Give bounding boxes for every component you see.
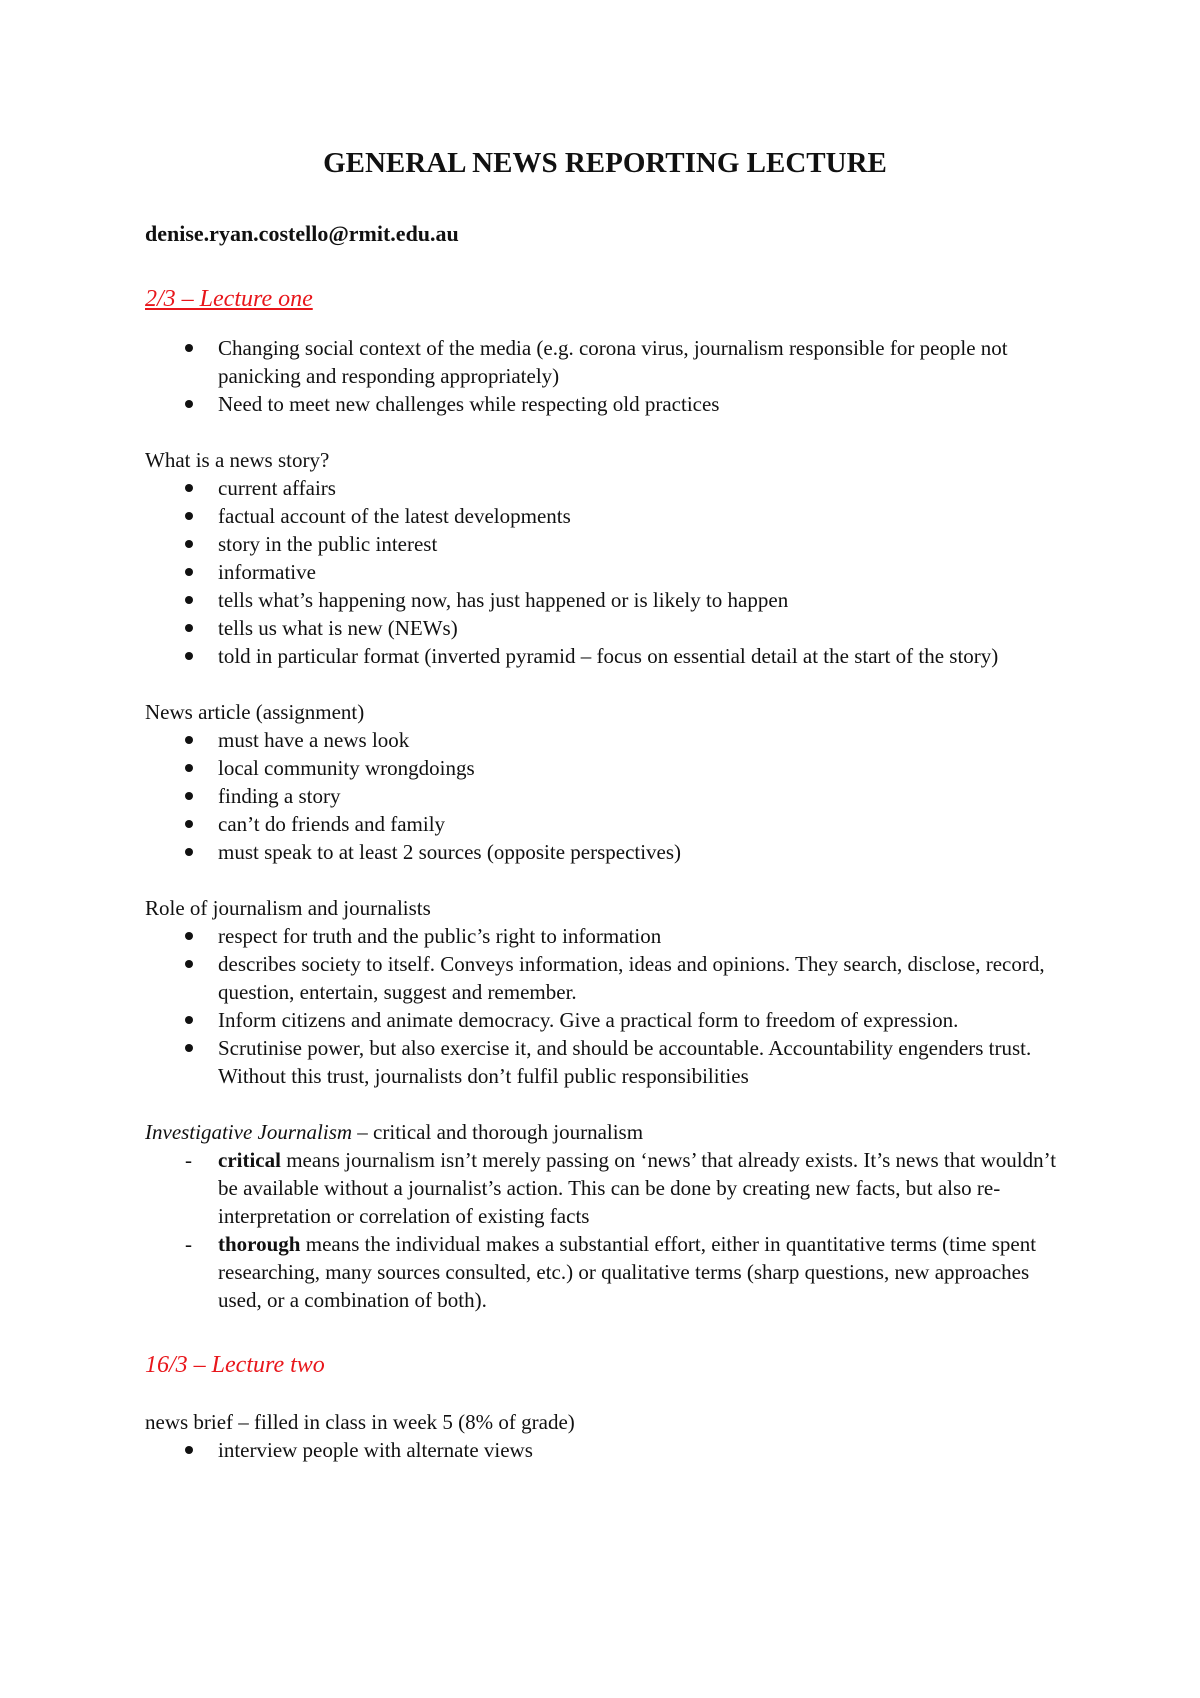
list-item: tells us what is new (NEWs) [145,614,1065,642]
list-item: Need to meet new challenges while respecting old practices [145,390,1065,418]
list-item: describes society to itself. Conveys information, ideas and opinions. They search, disclose, record, question, entertain, suggest and remember. [145,950,1065,1006]
investigative-list [145,1146,1065,1314]
bullet-icon [185,484,193,492]
investigative-label-rest: – critical and thorough journalism [352,1120,644,1144]
list-item: informative [145,558,1065,586]
list-item: told in particular format (inverted pyramid – focus on essential detail at the start of the story) [145,642,1065,670]
role-list [145,922,1065,1090]
news-story-list [145,474,1065,670]
bullet-icon [185,596,193,604]
lecture-two-heading: 16/3 – Lecture two [145,1352,325,1378]
list-item: - critical means journalism isn’t merely passing on ‘news’ that already exists. It’s news that wouldn’t be available without a journalist’s action. This can be done by creating new facts, but also re-interpretation or correlation of existing facts [185,1148,1057,1228]
news-story-label: What is a news story? [145,448,330,472]
list-item: factual account of the latest developments [145,502,1065,530]
intro-bullet-list [145,334,1065,418]
list-item: finding a story [145,782,1065,810]
list-item: Changing social context of the media (e.g. corona virus, journalism responsible for people not panicking and responding appropriately) [145,334,1065,390]
list-item: must speak to at least 2 sources (opposite perspectives) [145,838,1065,866]
bullet-icon [185,1044,193,1052]
role-label: Role of journalism and journalists [145,896,431,920]
bullet-icon [185,540,193,548]
bullet-icon [185,652,193,660]
bullet-icon [185,820,193,828]
bullet-icon [185,512,193,520]
bullet-icon [185,624,193,632]
news-article-label: News article (assignment) [145,700,365,724]
bullet-icon [185,400,193,408]
list-item: Inform citizens and animate democracy. Give a practical form to freedom of expression. [145,1006,1065,1034]
news-article-list [145,726,1065,866]
investigative-label [145,1118,1065,1146]
list-item: current affairs [145,474,1065,502]
list-item: can’t do friends and family [145,810,1065,838]
bullet-icon [185,1016,193,1024]
news-brief-label: news brief – filled in class in week 5 (8% of grade) [145,1410,575,1434]
dash-icon: - [185,1148,192,1172]
list-item: respect for truth and the public’s right to information [145,922,1065,950]
list-item: local community wrongdoings [145,754,1065,782]
list-item: Scrutinise power, but also exercise it, and should be accountable. Accountability engenders trust. Without this trust, journalists don’t fulfil public responsibilities [145,1034,1065,1090]
list-item: - thorough means the individual makes a substantial effort, either in quantitative terms (time spent researching, many sources consulted, etc.) or qualitative terms (sharp questions, new approaches used, or a combination of both). [185,1232,1037,1312]
dash-icon: - [185,1232,192,1256]
bullet-icon [185,736,193,744]
bullet-icon [185,344,193,352]
bullet-icon [185,848,193,856]
page-title: GENERAL NEWS REPORTING LECTURE [323,147,887,179]
investigative-label-italic: Investigative Journalism [145,1120,353,1144]
bullet-icon [185,568,193,576]
bullet-icon [185,764,193,772]
list-item: must have a news look [145,726,1065,754]
list-item: tells what’s happening now, has just happened or is likely to happen [145,586,1065,614]
bullet-icon [185,932,193,940]
list-item: interview people with alternate views [145,1436,1065,1464]
bullet-icon [185,960,193,968]
contact-email: denise.ryan.costello@rmit.edu.au [145,221,459,246]
news-brief-list [145,1436,1065,1464]
bullet-icon [185,1446,193,1454]
bullet-icon [185,792,193,800]
lecture-one-heading: 2/3 – Lecture one [145,286,313,312]
document-content [145,146,1065,1464]
list-item: story in the public interest [145,530,1065,558]
